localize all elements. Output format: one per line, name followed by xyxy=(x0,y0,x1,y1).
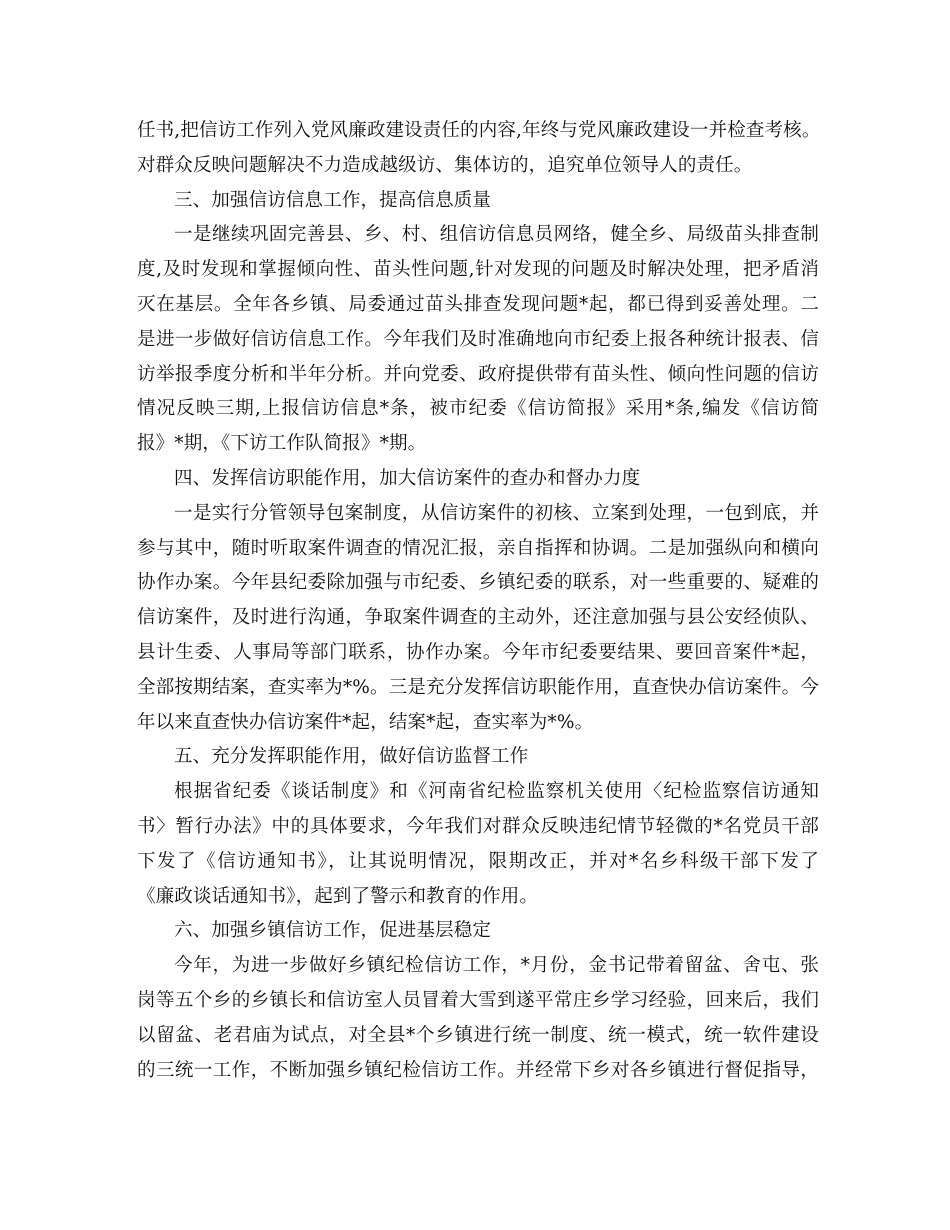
paragraph-line: 书〉暂行办法》中的具体要求，今年我们对群众反映违纪情节轻微的*名党员干部 xyxy=(137,815,819,837)
paragraph-line: 对群众反映问题解决不力造成越级访、集体访的，追究单位领导人的责任。 xyxy=(137,154,753,176)
paragraph-line: 年以来直查快办信访案件*起，结案*起，查实率为*%。 xyxy=(137,711,594,733)
paragraph-line: 任书,把信访工作列入党风廉政建设责任的内容,年终与党风廉政建设一并检查考核。 xyxy=(137,120,821,141)
paragraph-line: 是进一步做好信访信息工作。今年我们及时准确地向市纪委上报各种统计报表、信 xyxy=(137,328,819,350)
paragraph-line: 下发了《信访通知书》，让其说明情况，限期改正，并对*名乡科级干部下发了 xyxy=(137,850,819,872)
paragraph-line: 今年，为进一步做好乡镇纪检信访工作，*月份，金书记带着留盆、舍屯、张 xyxy=(174,955,819,977)
paragraph-line: 一是实行分管领导包案制度，从信访案件的初核、立案到处理，一包到底，并 xyxy=(174,502,819,524)
paragraph-line: 的三统一工作，不断加强乡镇纪检信访工作。并经常下乡对各乡镇进行督促指导， xyxy=(137,1059,819,1081)
paragraph-line: 一是继续巩固完善县、乡、村、组信访信息员网络，健全乡、局级苗头排查制 xyxy=(174,224,819,246)
section-heading: 六、加强乡镇信访工作，促进基层稳定 xyxy=(174,920,492,942)
paragraph-line: 全部按期结案，查实率为*%。三是充分发挥信访职能作用，直查快办信访案件。今 xyxy=(137,676,819,698)
paragraph-line: 协作办案。今年县纪委除加强与市纪委、乡镇纪委的联系，对一些重要的、疑难的 xyxy=(137,572,819,594)
paragraph-line: 报》*期，《下访工作队简报》*期。 xyxy=(137,433,427,455)
document-body xyxy=(137,114,819,1088)
section-heading: 五、充分发挥职能作用，做好信访监督工作 xyxy=(174,746,529,768)
paragraph-line: 情况反映三期,上报信访信息*条，被市纪委《信访简报》采用*条,编发《信访简 xyxy=(137,398,819,420)
paragraph-line: 根据省纪委《谈话制度》和《河南省纪检监察机关使用〈纪检监察信访通知 xyxy=(174,781,819,803)
paragraph-line: 县计生委、人事局等部门联系，协作办案。今年市纪委要结果、要回音案件*起， xyxy=(137,641,819,663)
paragraph-line: 《廉政谈话通知书》，起到了警示和教育的作用。 xyxy=(137,885,539,907)
paragraph-line: 信访案件，及时进行沟通，争取案件调查的主动外，还注意加强与县公安经侦队、 xyxy=(137,607,819,629)
paragraph-line: 访举报季度分析和半年分析。并向党委、政府提供带有苗头性、倾向性问题的信访 xyxy=(137,363,819,385)
paragraph-line: 度,及时发现和掌握倾向性、苗头性问题,针对发现的问题及时解决处理，把矛盾消 xyxy=(137,259,819,281)
paragraph-line: 参与其中，随时听取案件调查的情况汇报，亲自指挥和协调。二是加强纵向和横向 xyxy=(137,537,819,559)
paragraph-line: 以留盆、老君庙为试点，对全县*个乡镇进行统一制度、统一模式，统一软件建设 xyxy=(137,1024,819,1046)
section-heading: 三、加强信访信息工作，提高信息质量 xyxy=(174,189,492,211)
section-heading: 四、发挥信访职能作用，加大信访案件的查办和督办力度 xyxy=(174,467,641,489)
paragraph-line: 灭在基层。全年各乡镇、局委通过苗头排查发现问题*起，都已得到妥善处理。二 xyxy=(137,293,819,315)
paragraph-line: 岗等五个乡的乡镇长和信访室人员冒着大雪到遂平常庄乡学习经验，回来后，我们 xyxy=(137,989,819,1011)
